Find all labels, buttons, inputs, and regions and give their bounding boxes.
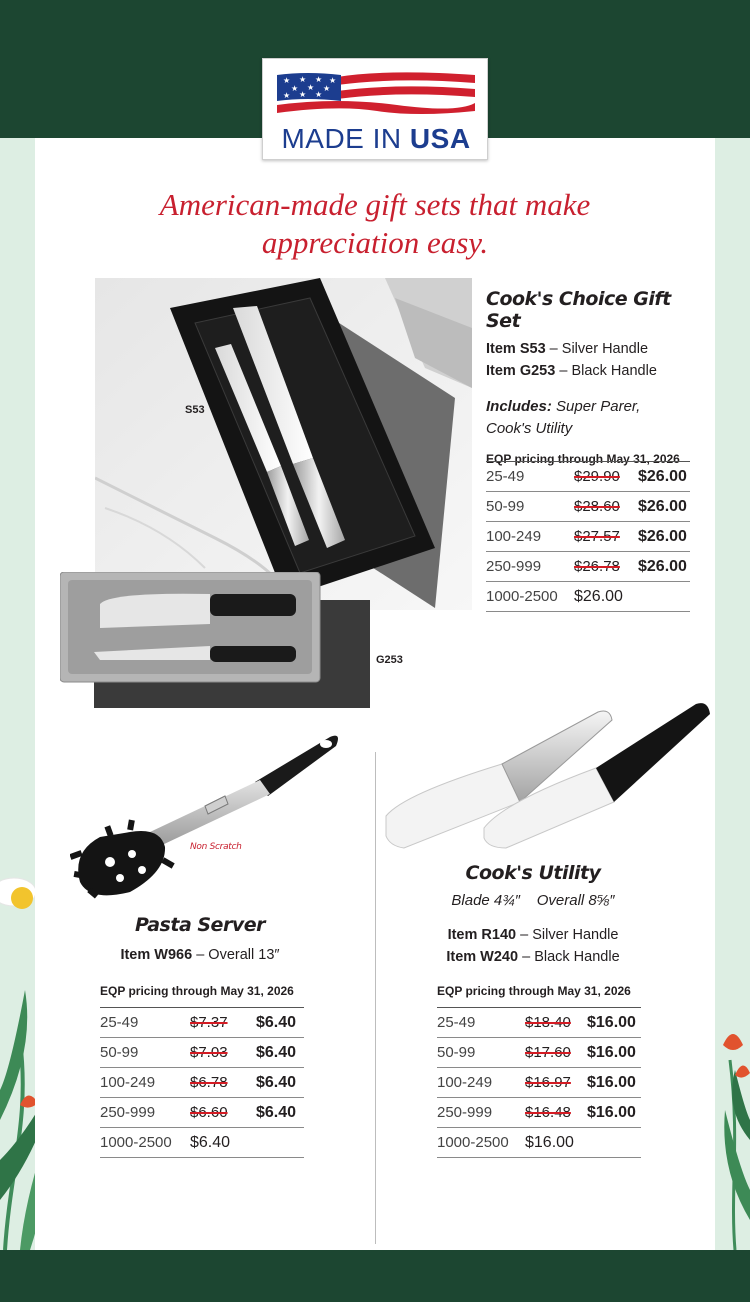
price-row (437, 1008, 641, 1038)
headline-line-1: American-made gift sets that make (159, 187, 591, 222)
gift-set-silver-photo (95, 278, 472, 610)
non-scratch-callout: Non Scratch (190, 842, 242, 852)
svg-text:★: ★ (283, 91, 291, 100)
price-row (100, 1068, 304, 1098)
price-row (100, 1098, 304, 1128)
item-desc: – Black Handle (555, 363, 657, 379)
includes-line-2: Cook's Utility (486, 420, 573, 437)
new-price-cell: $16.00 (587, 1098, 641, 1128)
old-price-cell: $28.60 (574, 492, 638, 522)
svg-text:★: ★ (299, 75, 307, 84)
pasta-server-item (100, 944, 300, 966)
quantity-cell: 25-49 (486, 462, 574, 492)
headline-line-2: appreciation easy. (261, 225, 489, 260)
price-row (437, 1098, 641, 1128)
new-price-cell: $6.40 (256, 1008, 304, 1038)
page-headline (60, 186, 690, 262)
old-price-cell: $6.78 (190, 1068, 256, 1098)
new-price-cell: $16.00 (587, 1038, 641, 1068)
quantity-cell: 50-99 (100, 1038, 190, 1068)
cooks-utility-info (408, 862, 658, 968)
item-desc: – Overall 13″ (192, 947, 280, 963)
includes-label: Includes: (486, 398, 552, 415)
right-floral-decoration (715, 1020, 750, 1250)
cooks-utility-item-2 (408, 946, 658, 968)
svg-text:★: ★ (307, 83, 315, 92)
made-in-usa-text (263, 123, 489, 155)
price-row (486, 492, 690, 522)
quantity-cell: 250-999 (437, 1098, 525, 1128)
item-code: Item R140 (447, 927, 517, 943)
price-row (486, 462, 690, 492)
new-price-cell: $26.00 (638, 522, 690, 552)
new-price-cell: $16.00 (587, 1008, 641, 1038)
svg-text:★: ★ (291, 84, 299, 93)
gift-set-title: Cook's Choice Gift Set (486, 288, 671, 332)
old-price-cell: $6.60 (190, 1098, 256, 1128)
quantity-cell: 50-99 (486, 492, 574, 522)
item-code: Item W240 (446, 949, 519, 965)
old-price-cell: $17.60 (525, 1038, 587, 1068)
svg-text:★: ★ (329, 76, 337, 85)
cooks-utility-dimensions: Blade 4¾″ Overall 8⅝″ (451, 892, 615, 909)
gift-set-info (486, 288, 706, 466)
old-price-cell: $18.40 (525, 1008, 587, 1038)
gift-set-includes (486, 396, 706, 418)
cooks-utility-item-1 (408, 924, 658, 946)
old-price-cell: $26.78 (574, 552, 638, 582)
column-divider (375, 752, 376, 1244)
item-desc: – Silver Handle (545, 341, 649, 357)
cooks-utility-price-table (437, 1007, 641, 1158)
svg-text:★: ★ (315, 90, 323, 99)
new-price-cell: $26.00 (638, 552, 690, 582)
quantity-cell: 100-249 (437, 1068, 525, 1098)
made-in-usa-logo (262, 58, 488, 160)
price-row (100, 1128, 304, 1158)
price-row (486, 582, 690, 612)
old-price-cell: $27.57 (574, 522, 638, 552)
price-row (486, 552, 690, 582)
photo-tag-s53: S53 (185, 404, 205, 416)
gift-set-black-photo (60, 572, 370, 712)
price-row (437, 1038, 641, 1068)
quantity-cell: 100-249 (486, 522, 574, 552)
gift-set-item-2 (486, 360, 706, 382)
new-price-cell: $26.00 (574, 582, 690, 612)
gift-set-item-1 (486, 338, 706, 360)
old-price-cell: $16.97 (525, 1068, 587, 1098)
new-price-cell: $16.00 (587, 1068, 641, 1098)
old-price-cell: $29.90 (574, 462, 638, 492)
quantity-cell: 100-249 (100, 1068, 190, 1098)
new-price-cell: $26.00 (638, 462, 690, 492)
price-row (437, 1068, 641, 1098)
photo-tag-g253: G253 (376, 654, 403, 666)
new-price-cell: $6.40 (256, 1038, 304, 1068)
quantity-cell: 1000-2500 (486, 582, 574, 612)
bottom-banner (0, 1250, 750, 1302)
quantity-cell: 1000-2500 (100, 1128, 190, 1158)
price-row (100, 1008, 304, 1038)
pasta-server-title: Pasta Server (135, 914, 265, 936)
pasta-server-photo (70, 732, 340, 902)
svg-text:★: ★ (315, 75, 323, 84)
includes-line-1: Super Parer, (551, 398, 641, 415)
item-code: Item W966 (120, 947, 193, 963)
new-price-cell: $6.40 (256, 1098, 304, 1128)
old-price-cell: $16.48 (525, 1098, 587, 1128)
svg-text:★: ★ (299, 90, 307, 99)
price-row (437, 1128, 641, 1158)
quantity-cell: 25-49 (437, 1008, 525, 1038)
quantity-cell: 250-999 (100, 1098, 190, 1128)
item-desc: – Silver Handle (516, 927, 619, 943)
pasta-server-info (100, 914, 300, 966)
item-code: Item G253 (486, 363, 556, 379)
price-row (486, 522, 690, 552)
cooks-utility-eqp-label: EQP pricing through May 31, 2026 (437, 984, 631, 998)
old-price-cell: $7.03 (190, 1038, 256, 1068)
new-price-cell: $16.00 (525, 1128, 641, 1158)
old-price-cell: $7.37 (190, 1008, 256, 1038)
quantity-cell: 50-99 (437, 1038, 525, 1068)
new-price-cell: $6.40 (190, 1128, 304, 1158)
gift-set-eqp-label: EQP pricing through May 31, 2026 (486, 452, 680, 466)
price-row (100, 1038, 304, 1068)
american-flag-icon (277, 69, 475, 123)
item-code: Item S53 (486, 341, 546, 357)
new-price-cell: $26.00 (638, 492, 690, 522)
quantity-cell: 25-49 (100, 1008, 190, 1038)
svg-text:★: ★ (323, 84, 331, 93)
pasta-server-eqp-label: EQP pricing through May 31, 2026 (100, 984, 294, 998)
usa-label: USA (409, 123, 471, 154)
cooks-utility-title: Cook's Utility (465, 862, 601, 884)
gift-set-price-table (486, 461, 690, 612)
made-in-label: MADE IN (281, 123, 402, 154)
quantity-cell: 250-999 (486, 552, 574, 582)
new-price-cell: $6.40 (256, 1068, 304, 1098)
item-desc: – Black Handle (518, 949, 620, 965)
pasta-server-price-table (100, 1007, 304, 1158)
svg-text:★: ★ (283, 76, 291, 85)
quantity-cell: 1000-2500 (437, 1128, 525, 1158)
